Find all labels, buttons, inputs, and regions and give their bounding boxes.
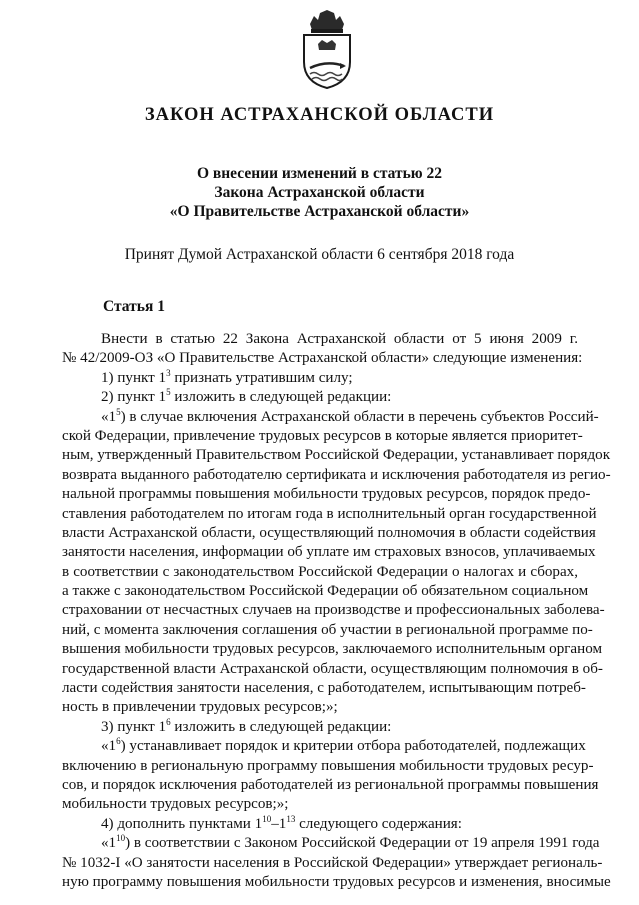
body-line	[62, 776, 599, 795]
body-line	[62, 505, 597, 524]
body-line	[62, 406, 599, 427]
body-line	[62, 485, 591, 504]
text-run: Внести в статью 22 Закона Астраханской области от 5 июня 2009 г.	[101, 331, 578, 347]
superscript: 10	[262, 813, 272, 824]
text-run: следующего содержания:	[295, 815, 462, 832]
text-run: 1) пункт 1	[101, 369, 167, 386]
text-run: сов, и порядок исключения работодателей из региональной программы повышения	[62, 776, 599, 793]
body-line	[62, 601, 605, 620]
text-run: признать утратившим силу;	[170, 369, 353, 386]
text-run: ным, утвержденный Правительством Российской Федерации, устанавливает порядок	[62, 447, 611, 464]
text-run: № 1032-I «О занятости населения в Российской Федерации» утверждает региональ-	[62, 854, 603, 871]
body-line	[62, 640, 603, 659]
text-run: ласти содействия занятости населения, с работодателем, испытывающим потреб-	[62, 680, 586, 697]
superscript: 5	[116, 406, 121, 417]
law-title: ЗАКОН АСТРАХАНСКОЙ ОБЛАСТИ	[144, 105, 495, 125]
text-run: «1	[101, 738, 117, 755]
text-run: государственной власти Астраханской области, осуществляющим полномочия в об-	[62, 660, 603, 677]
text-run: «1	[101, 408, 117, 425]
body-line	[62, 446, 611, 465]
text-run: «1	[101, 835, 117, 852]
text-run: ставления работодателем по итогам года в исполнительный орган государственной	[62, 505, 597, 522]
subject-line: Закона Астраханской области	[214, 184, 425, 201]
superscript: 6	[116, 736, 121, 747]
text-run: занятости населения, информации об уплате им страховых взносов, уплачиваемых	[62, 544, 596, 561]
body-line	[62, 543, 596, 562]
subject-line: О внесении изменений в статью 22	[196, 165, 443, 182]
body-line	[62, 388, 578, 407]
body-line	[62, 854, 603, 873]
superscript: 5	[166, 387, 171, 398]
body-line	[62, 736, 586, 756]
article-body	[62, 330, 611, 892]
text-run: возврата выданного работодателю сертификата и исключения работодателя из регио-	[62, 466, 611, 483]
text-run: а также с законодательством Российской Федерации об обязательном социальном	[62, 583, 589, 600]
text-run: в соответствии с законодательством Российской Федерации о налогах и сборах,	[62, 563, 578, 580]
body-line	[62, 757, 594, 776]
body-line	[62, 679, 586, 698]
text-run: –1	[271, 815, 287, 832]
coat-of-arms-emblem-icon	[296, 10, 358, 90]
body-line	[62, 718, 578, 737]
superscript: 3	[166, 367, 171, 378]
superscript: 10	[116, 833, 126, 844]
text-run: изложить в следующей редакции:	[170, 718, 392, 735]
text-run: 3) пункт 1	[101, 718, 167, 735]
text-run: нальной программы повышения мобильности трудовых ресурсов, порядок предо-	[62, 486, 591, 503]
text-run: изложить в следующей редакции:	[170, 389, 392, 406]
body-line	[62, 873, 611, 892]
text-run: 2) пункт 1	[101, 389, 167, 406]
text-run: ) в соответствии с Законом Российской Федерации от 19 апреля 1991 года	[125, 835, 600, 852]
article-heading: Статья 1	[103, 298, 165, 315]
body-line	[62, 349, 583, 368]
body-line	[62, 815, 578, 834]
body-line	[62, 698, 578, 717]
body-line	[62, 833, 600, 853]
body-line	[62, 369, 578, 388]
body-line	[62, 563, 578, 582]
text-run: мобильности трудовых ресурсов;»;	[62, 796, 289, 813]
body-line	[62, 582, 589, 601]
text-run: вышения мобильности трудовых ресурсов, заключаемого исполнительным органом	[62, 641, 603, 658]
text-run: ской Федерации, привлечение трудовых ресурсов в которые является приоритет-	[62, 427, 583, 444]
body-line	[62, 330, 578, 349]
text-run: 4) дополнить пунктами 1	[101, 815, 263, 832]
body-line	[62, 660, 603, 679]
text-run: ний, с момента заключения соглашения об участии в региональной программе по-	[62, 621, 593, 638]
superscript: 6	[166, 716, 171, 727]
adoption-statement: Принят Думой Астраханской области 6 сентября 2018 года	[124, 246, 515, 263]
text-run: ) устанавливает порядок и критерии отбора работодателей, подлежащих	[120, 738, 586, 755]
body-line	[62, 621, 593, 640]
subject-line: «О Правительстве Астраханской области»	[169, 203, 470, 220]
body-line	[62, 466, 611, 485]
body-line	[62, 795, 578, 814]
body-line	[62, 427, 583, 446]
text-run: ность в привлечении трудовых ресурсов;»;	[62, 699, 338, 716]
law-subject	[0, 164, 639, 221]
text-run: включению в региональную программу повышения мобильности трудовых ресур-	[62, 757, 594, 774]
text-run: страховании от несчастных случаев на производстве и профессиональных заболева-	[62, 602, 605, 619]
superscript: 13	[286, 813, 296, 824]
body-line	[62, 524, 596, 543]
text-run: власти Астраханской области, осуществляющий полномочия в области содействия	[62, 524, 596, 541]
text-run: ную программу повышения мобильности трудовых ресурсов и изменения, вносимые	[62, 873, 611, 890]
text-run: № 42/2009-ОЗ «О Правительстве Астраханской области» следующие изменения:	[62, 350, 583, 367]
text-run: ) в случае включения Астраханской области в перечень субъектов Россий-	[120, 408, 599, 425]
